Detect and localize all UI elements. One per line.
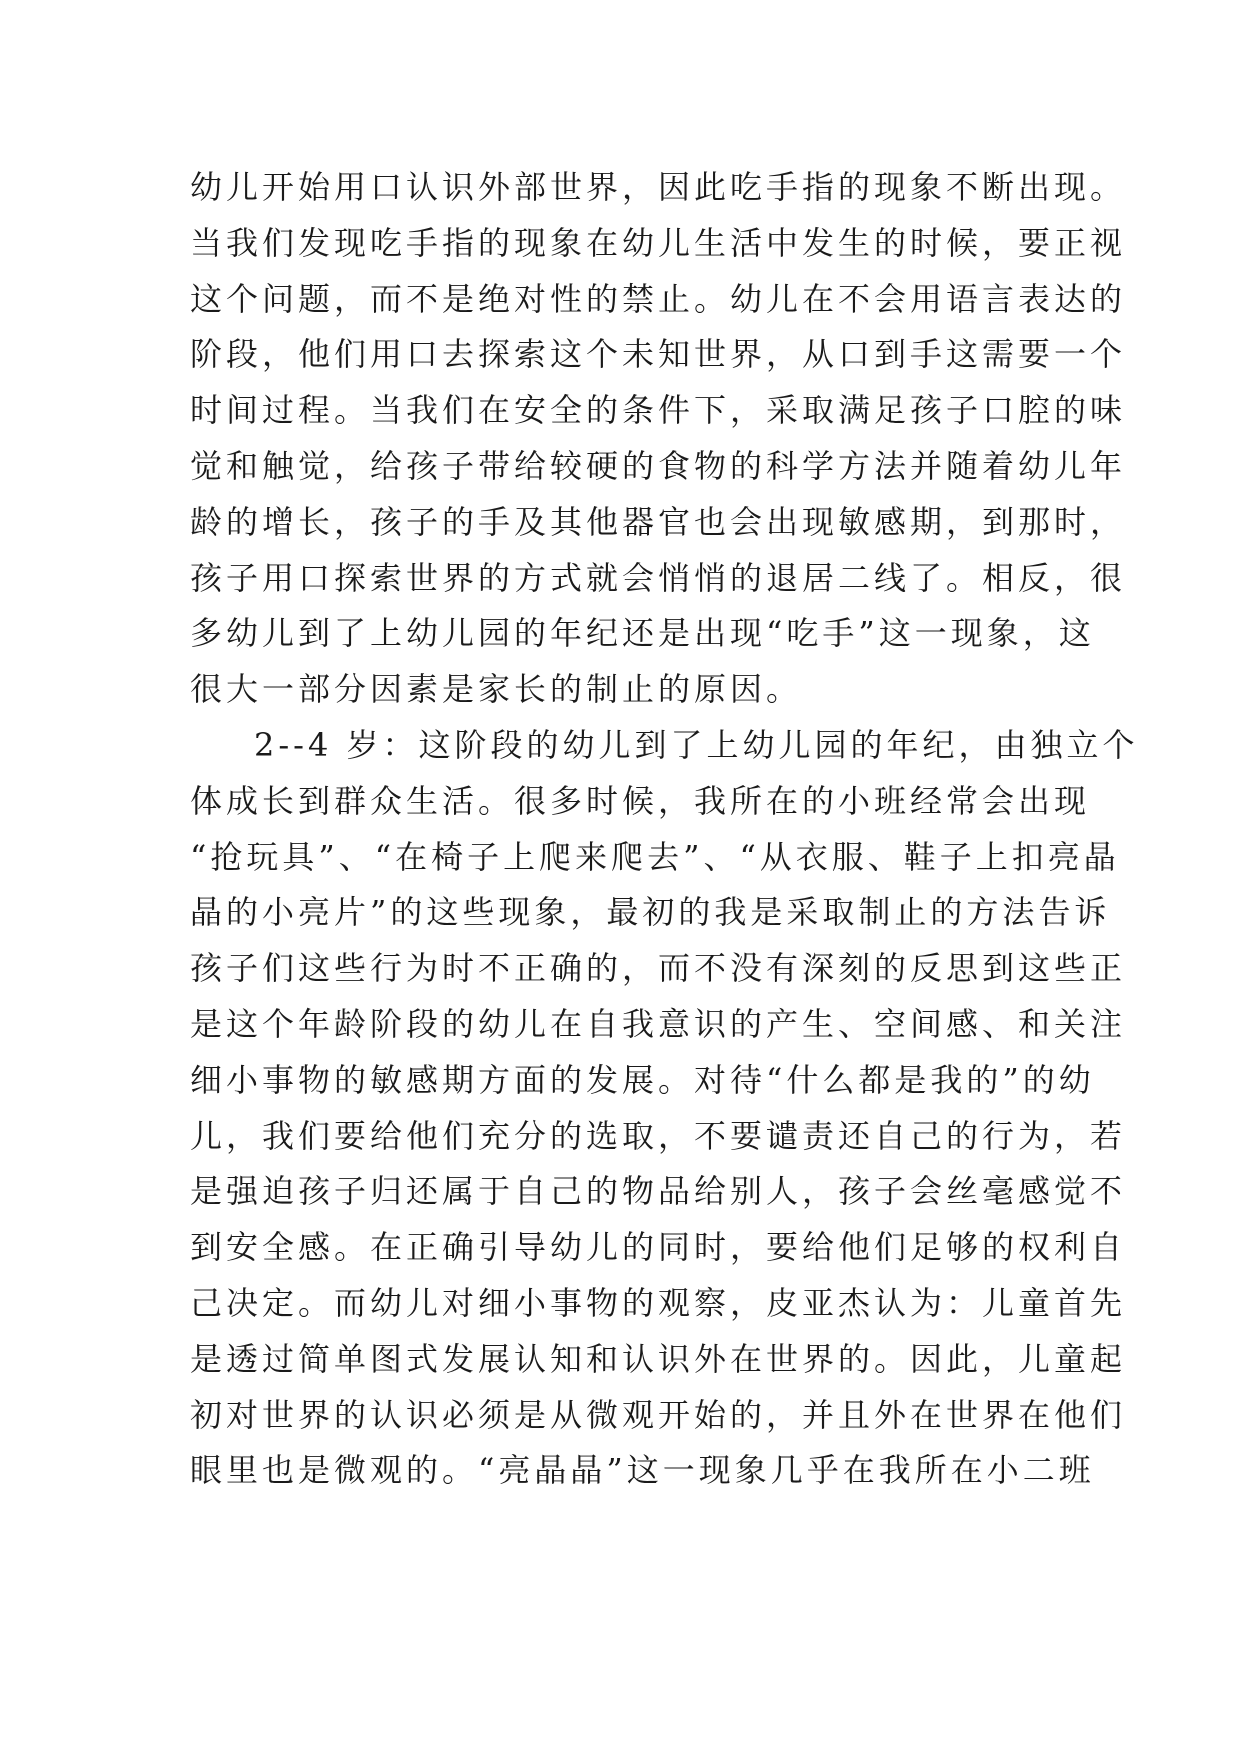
text-line: 这个问题，而不是绝对性的禁止。幼儿在不会用语言表达的 — [190, 279, 1127, 318]
text-line: 初对世界的认识必须是从微观开始的，并且外在世界在他们 — [190, 1395, 1127, 1434]
text-line: “抢玩具”、“在椅子上爬来爬去”、“从衣服、鞋子上扣亮晶 — [190, 837, 1120, 876]
text-line: 晶的小亮片”的这些现象，最初的我是采取制止的方法告诉 — [190, 893, 1111, 932]
text-line: 体成长到群众生活。很多时候，我所在的小班经常会出现 — [190, 781, 1091, 820]
text-line: 阶段，他们用口去探索这个未知世界，从口到手这需要一个 — [190, 335, 1127, 374]
text-line: 眼里也是微观的。“亮晶晶”这一现象几乎在我所在小二班 — [190, 1451, 1095, 1490]
paragraph-start-line: 2--4 岁：这阶段的幼儿到了上幼儿园的年纪，由独立个 — [254, 725, 1139, 764]
text-line: 很大一部分因素是家长的制止的原因。 — [190, 670, 803, 709]
text-line: 孩子们这些行为时不正确的，而不没有深刻的反思到这些正 — [190, 949, 1127, 988]
text-line: 是这个年龄阶段的幼儿在自我意识的产生、空间感、和关注 — [190, 1004, 1127, 1043]
text-line: 是强迫孩子归还属于自己的物品给别人，孩子会丝毫感觉不 — [190, 1172, 1127, 1211]
text-line: 觉和触觉，给孩子带给较硬的食物的科学方法并随着幼儿年 — [190, 446, 1127, 485]
text-line: 时间过程。当我们在安全的条件下，采取满足孩子口腔的味 — [190, 391, 1127, 430]
text-line: 是透过简单图式发展认知和认识外在世界的。因此，儿童起 — [190, 1339, 1127, 1378]
text-line: 细小事物的敏感期方面的发展。对待“什么都是我的”的幼 — [190, 1060, 1095, 1099]
text-line: 己决定。而幼儿对细小事物的观察，皮亚杰认为：儿童首先 — [190, 1283, 1127, 1322]
text-line: 龄的增长，孩子的手及其他器官也会出现敏感期，到那时， — [190, 502, 1127, 541]
text-line: 幼儿开始用口认识外部世界，因此吃手指的现象不断出现。 — [190, 168, 1127, 206]
text-line: 孩子用口探索世界的方式就会悄悄的退居二线了。相反，很 — [190, 558, 1127, 597]
text-line: 多幼儿到了上幼儿园的年纪还是出现“吃手”这一现象，这 — [190, 614, 1095, 653]
body-text — [190, 160, 1139, 1499]
text-line: 当我们发现吃手指的现象在幼儿生活中发生的时候，要正视 — [190, 223, 1127, 262]
text-line: 到安全感。在正确引导幼儿的同时，要给他们足够的权利自 — [190, 1228, 1127, 1267]
text-line: 儿，我们要给他们充分的选取，不要谴责还自己的行为，若 — [190, 1116, 1127, 1155]
